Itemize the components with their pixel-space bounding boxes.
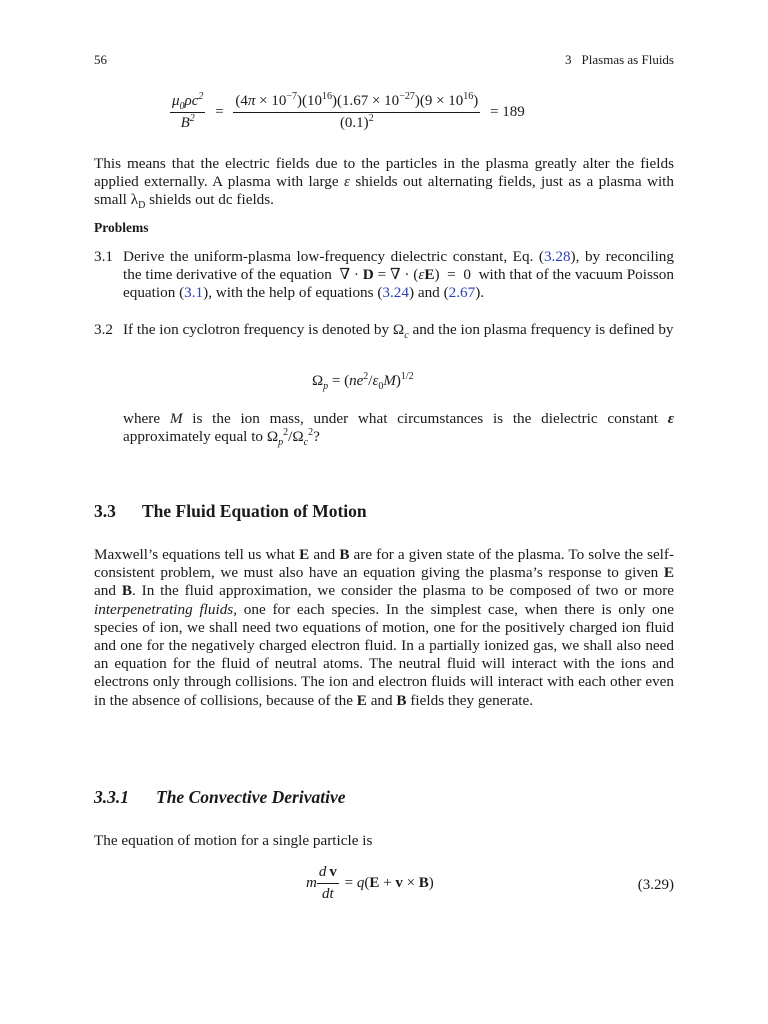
equation-top-rhs-den: $(0.1)^2$ bbox=[339, 113, 374, 131]
equation-3-29 bbox=[306, 864, 434, 903]
problem-3-2-continued bbox=[94, 410, 674, 449]
equation-3-29-den: dt bbox=[322, 886, 334, 902]
equation-top: $\frac{\mu_0\rho c^2}{B^2}$ = $\frac{(4\pi \times 10^{-7})(10^{16})(1.67 \times 10^{-27})(9 \times 10^{16})}{(0.1)^2}$ = 189 bbox=[172, 91, 525, 131]
problem-3-1 bbox=[94, 248, 674, 303]
equation-top-result: = 189 bbox=[490, 103, 525, 120]
page bbox=[94, 0, 674, 1024]
page-number: 56 bbox=[94, 52, 107, 67]
section-title: The Fluid Equation of Motion bbox=[142, 501, 367, 521]
paragraph-intro: This means that the electric fields due to the particles in the plasma greatly alter the fields applied externally. A plasma with large ε shields out alternating fields, just as a plasma with small $\lambda_D$ shields out dc fields. bbox=[94, 155, 674, 212]
chapter-number: 3 bbox=[565, 52, 572, 67]
section-number: 3.3 bbox=[94, 501, 116, 521]
chapter-title: Plasmas as Fluids bbox=[581, 52, 674, 67]
problems-heading: Problems bbox=[94, 220, 149, 235]
equation-top-lhs bbox=[170, 93, 205, 132]
section-body: Maxwell’s equations tell us what E and B are for a given state of the plasma. To solve the self-consistent problem, we must also have an equation giving the plasma’s response to given E and B. In the fluid approximation, we consider the plasma to be composed of two or more interpenetrating fluids, one for each species. In the simplest case, when there is only one species of ion, we shall need two equations of motion, one for the positively charged ion fluid and one for the negatively charged electron fluid. In a partially ionized gas, we shall also need an equation for the fluid of neutral atoms. The neutral fluid will interact with the ions and electrons only through collisions. The ion and electron fluids will interact with each other even in the absence of collisions, because of the E and B fields they generate. bbox=[94, 546, 675, 709]
subsection-number: 3.3.1 bbox=[94, 787, 129, 807]
subsection-title: The Convective Derivative bbox=[156, 787, 346, 807]
problem-text: If the ion cyclotron frequency is denoted by $\Omega_c$ and the ion plasma frequency is defined by bbox=[123, 321, 674, 342]
problem-text: where M is the ion mass, under what circumstances is the dielectric constant ε approximately equal to $\Omega_p^2/\Omega_c^2$? bbox=[123, 410, 674, 449]
equation-3-29-num: d v bbox=[317, 864, 339, 884]
section-heading bbox=[94, 501, 367, 522]
ref-2-67[interactable]: 2.67 bbox=[448, 284, 476, 302]
equation-3-29-lhs: m bbox=[306, 874, 317, 891]
problem-3-2 bbox=[94, 321, 674, 342]
chapter-header bbox=[565, 52, 674, 68]
equation-3-29-frac bbox=[317, 864, 339, 903]
problem-number: 3.1 bbox=[94, 248, 113, 265]
equation-3-29-rhs: = q(E + v × B) bbox=[344, 874, 434, 891]
equation-label: (3.29) bbox=[637, 877, 674, 893]
equation-top-rhs-num: $(4\pi \times 10^{-7})(10^{16})(1.67 \times 10^{-27})(9 \times 10^{16})$ bbox=[233, 93, 480, 113]
problem-text: Derive the uniform-plasma low-frequency dielectric constant, Eq. (3.28), by reconciling the time derivative of the equation ∇ · D = ∇ · (εE) = 0 with that of the vacuum Poisson equation (3.1), with the help of equations (3.24) and (2.67). bbox=[123, 248, 674, 302]
equation-top-rhs bbox=[233, 93, 480, 132]
ref-3-28[interactable]: 3.28 bbox=[543, 248, 571, 265]
ref-3-1[interactable]: 3.1 bbox=[184, 284, 204, 302]
problem-number: 3.2 bbox=[94, 321, 113, 338]
subsection-heading bbox=[94, 787, 346, 808]
equation-top-lhs-num: $\mu_0\rho c^2$ bbox=[172, 91, 204, 112]
equation-plasma-frequency: $\Omega_p = (ne^2/\varepsilon_0M)^{1/2}$ bbox=[312, 371, 414, 392]
ref-3-24[interactable]: 3.24 bbox=[382, 284, 409, 302]
equation-top-lhs-den: $B^2$ bbox=[180, 113, 195, 131]
subsection-body: The equation of motion for a single particle is bbox=[94, 832, 373, 849]
